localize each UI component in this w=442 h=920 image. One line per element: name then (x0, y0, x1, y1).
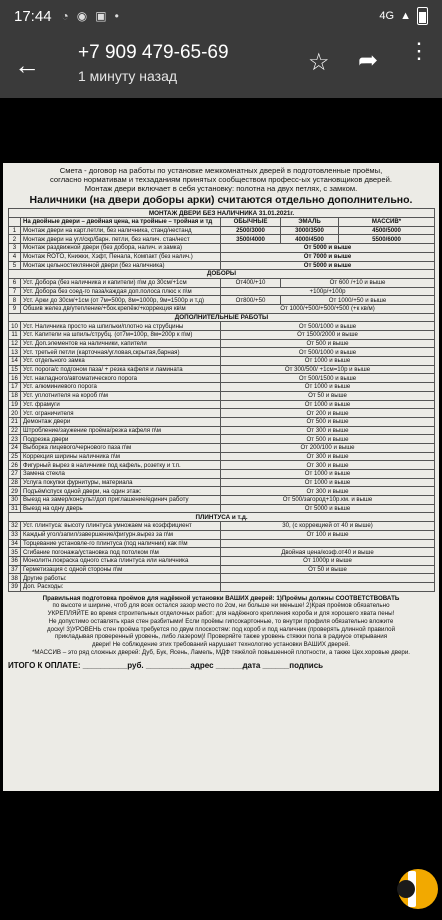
table-cell: 23 (9, 435, 21, 444)
table-cell (221, 582, 435, 591)
table-cell: От 300 и выше (221, 452, 435, 461)
system-icons (379, 7, 428, 25)
table-cell: Уст. третьей петли (карточная/угловая,скрытая,барная) (21, 348, 221, 357)
table-cell: 3500/4000 (221, 235, 281, 244)
note-line: двери! Не соблюдение этих требований нарушает технологию установки ВАШИХ дверей. (91, 641, 351, 649)
table-cell: От800/+50 (221, 296, 281, 305)
table-cell: 22 (9, 426, 21, 435)
table-cell: Уст. Арки до 30см/+1см (от 7м=500р, 8м=1000р, 9м=1500р и т.д) (21, 296, 221, 305)
table-cell: Подъём\спуск одной двери, на один этаж: (21, 487, 221, 496)
table-cell: От 1000 и выше (221, 357, 435, 366)
table-cell: Доп. Расходы: (21, 582, 221, 591)
table-row (9, 261, 435, 270)
table-cell: 33 (9, 530, 21, 539)
table-cell: Торцевание установле-го плинтуса (под наличник) как п\м (21, 539, 221, 548)
table-row (9, 539, 435, 548)
table-row (9, 582, 435, 591)
price-table (8, 208, 435, 591)
table-row (9, 348, 435, 357)
table-row (9, 374, 435, 383)
table-row (9, 487, 435, 496)
table-cell: От 50 и выше (221, 565, 435, 574)
table-cell: 25 (9, 452, 21, 461)
table-cell: Монтаж двери на угл/скр/барн. петли, без налич. стан/нест (21, 235, 221, 244)
table-cell: +100р/+100р (221, 287, 435, 296)
table-cell: 24 (9, 443, 21, 452)
notification-icons (62, 9, 119, 23)
table-cell: 30 (9, 496, 21, 505)
table-cell: Коррекция ширины наличника п\м (21, 452, 221, 461)
table-cell: Уст. Добора (без наличника и капители) п\м до 30см/+1см (21, 278, 221, 287)
table-cell: 18 (9, 391, 21, 400)
table-cell: ПЛИНТУСА и т.д. (9, 513, 435, 522)
document-header (8, 166, 434, 193)
table-cell: 7 (9, 287, 21, 296)
table-cell: 5500/6000 (339, 235, 435, 244)
network-type: 4G (379, 10, 395, 22)
battery-icon (417, 7, 428, 25)
table-row (9, 435, 435, 444)
table-cell: Уст. Капители на шпиль/струбц. (от7м=100р, 8м=200р к п\м) (21, 331, 221, 340)
table-row (9, 417, 435, 426)
table-row (9, 443, 435, 452)
table-cell: 2500/3000 (221, 226, 281, 235)
table-cell: От 300 и выше (221, 487, 435, 496)
table-cell: 15 (9, 365, 21, 374)
table-row (9, 574, 435, 583)
table-cell: Уст. алюминиевого порога (21, 383, 221, 392)
table-cell: 13 (9, 348, 21, 357)
table-cell: Уст. накладного/автоматического порога (21, 374, 221, 383)
whatsapp-icon: ◉ (76, 9, 88, 23)
table-cell: От 600 /+10 и выше (281, 278, 435, 287)
note-line: УКРЕПЛЯЙТЕ во время строительных отделочных работ: для надёжного крепления короба и для хорошего хвата пены! (47, 610, 395, 618)
header-row (9, 218, 435, 227)
table-cell: От 50 и выше (221, 391, 435, 400)
table-cell: ОБЫЧНЫЕ (221, 218, 281, 227)
section-header (9, 270, 435, 279)
table-cell (221, 539, 435, 548)
table-cell: 9 (9, 304, 21, 313)
table-cell: От 500 и выше (221, 417, 435, 426)
table-row (9, 304, 435, 313)
star-icon[interactable]: ☆ (308, 49, 330, 76)
table-cell: От 1500/2000 и выше (221, 331, 435, 340)
table-row (9, 530, 435, 539)
table-cell: Демонтаж двери (21, 417, 221, 426)
table-cell: Уст. плинтуса: высоту плинтуса умножаем на коэффициент (21, 522, 221, 531)
table-cell: Выборка лицевого/чернового паза п\м (21, 443, 221, 452)
table-cell: Обшив желез.дв/утепление/+бок.крепёж/+коррекция кв\м (21, 304, 221, 313)
table-cell: 39 (9, 582, 21, 591)
table-cell: Сгибание погонажа/установка под потолком п\м (21, 548, 221, 557)
message-time: 1 минуту назад (78, 68, 178, 84)
table-row (9, 565, 435, 574)
table-cell: Уст. Наличника просто на шпильки/плотно на струбцины (21, 322, 221, 331)
table-cell: 34 (9, 539, 21, 548)
table-cell: 3 (9, 244, 21, 253)
table-cell: Каждый угол/запил/завершение/фигурн.вырез за п\м (21, 530, 221, 539)
table-row (9, 357, 435, 366)
clock: 17:44 (14, 7, 52, 25)
table-row (9, 409, 435, 418)
table-row (9, 478, 435, 487)
table-cell: Уст. ограничителя (21, 409, 221, 418)
section-header (9, 209, 435, 218)
table-cell: Монтаж раздвижной двери (без добора, налич. и замка) (21, 244, 221, 253)
table-cell (9, 218, 21, 227)
table-cell: 10 (9, 322, 21, 331)
table-cell: 36 (9, 556, 21, 565)
table-cell: Другие работы: (21, 574, 221, 583)
app-bar (0, 32, 442, 98)
table-cell: 3000/3500 (281, 226, 339, 235)
table-cell: Двойная цена/коэф.от40 и выше (221, 548, 435, 557)
table-row (9, 278, 435, 287)
table-cell: 20 (9, 409, 21, 418)
app-logo-icon (390, 863, 438, 915)
note-line: *МАССИВ – это ряд сложных дверей: Дуб, Бук, Ясень, Ламель, МДФ тяжёлой повышенной плотности, а также Цех.хоровые двери. (31, 648, 411, 656)
table-cell: От 5000 и выше (221, 504, 435, 513)
table-cell: Уст. фрамуги (21, 400, 221, 409)
share-icon[interactable]: ➦ (358, 47, 379, 74)
table-cell: Штробление/заужение проёма/резка кафеля п\м (21, 426, 221, 435)
table-cell: Уст. порога/с подгоном паза/ + резка кафеля и ламината (21, 365, 221, 374)
messenger-icon: ◔ (61, 9, 69, 23)
table-cell: От400/+10 (221, 278, 281, 287)
table-row (9, 548, 435, 557)
table-row (9, 426, 435, 435)
header-line: Смета - договор на работы по установке межкомнатных дверей в подготовленные проёмы, (59, 166, 383, 175)
table-row (9, 496, 435, 505)
document-photo[interactable] (3, 163, 439, 791)
table-row (9, 235, 435, 244)
table-row (9, 287, 435, 296)
section-header (9, 313, 435, 322)
table-cell: Монтаж цельностеклянной двери (без наличника) (21, 261, 221, 270)
document-title: Наличники (на двери доборы арки) считаются отдельно дополнительно. (29, 194, 413, 207)
table-cell: Уст. уплотнителя на короб п\м (21, 391, 221, 400)
table-cell: 4 (9, 252, 21, 261)
more-options-icon[interactable]: ⋮ (408, 38, 430, 63)
status-bar (0, 0, 442, 32)
table-cell: От 5000 и выше (221, 244, 435, 253)
table-cell: 28 (9, 478, 21, 487)
table-cell: От 1000/+500/+500/+500 (+к кв/м) (221, 304, 435, 313)
table-cell: 27 (9, 470, 21, 479)
table-cell: От 7000 и выше (221, 252, 435, 261)
table-cell: От 100 и выше (221, 530, 435, 539)
table-cell: От 5000 и выше (221, 261, 435, 270)
table-cell: 2 (9, 235, 21, 244)
note-line: по высоте и ширине, чтоб для всех остался зазор место по 2см, ни больше ни меньше! 2)Края проёмов обязательно (52, 602, 390, 610)
table-cell: Монтаж двери на карт.петли, без наличника, станд/нестанд (21, 226, 221, 235)
table-cell: 21 (9, 417, 21, 426)
table-cell: От 500/1000 и выше (221, 348, 435, 357)
table-cell: От 500/1500 и выше (221, 374, 435, 383)
table-cell: Фигурный вырез в наличнике под кафель, розетку и т.п. (21, 461, 221, 470)
table-row (9, 339, 435, 348)
header-line: Монтаж двери включает в себя установку: полотна на двух петлях, с замком. (84, 184, 358, 194)
table-cell: 5 (9, 261, 21, 270)
table-row (9, 556, 435, 565)
table-cell: 19 (9, 400, 21, 409)
header-line: согласно нормативам и техзаданиям принятых сообществом професс-ых установщиков дверей. (50, 175, 392, 185)
dot-icon: • (114, 9, 119, 23)
note-line: прикладывая проверенный уровень, либо лазером)! Проверяйте также уровень стяжки пола в радиусе открывания (54, 633, 388, 641)
note-line: Не допустимо оставлять края стен разбитыми! Если проёмы гипсокартонные, то внутри профиля обязательно вложите (48, 617, 394, 625)
table-cell: 17 (9, 383, 21, 392)
table-row (9, 322, 435, 331)
table-cell: ЭМАЛЬ (281, 218, 339, 227)
table-cell: От 1000 и выше (221, 400, 435, 409)
table-cell: 31 (9, 504, 21, 513)
table-cell: 14 (9, 357, 21, 366)
table-cell: На двойные двери – двойная цена, на тройные – тройная и тд (21, 218, 221, 227)
table-cell: От 500/1000 и выше (221, 322, 435, 331)
table-row (9, 400, 435, 409)
table-cell: ДОБОРЫ (9, 270, 435, 279)
table-cell: 30, (с коррекцией от 40 и выше) (221, 522, 435, 531)
table-cell: От 200 и выше (221, 409, 435, 418)
table-cell: 29 (9, 487, 21, 496)
table-cell: Услуга покупки фурнитуры, материала (21, 478, 221, 487)
table-cell: Герметизация с одной стороны п\м (21, 565, 221, 574)
table-row (9, 365, 435, 374)
instagram-icon: ▣ (95, 9, 107, 23)
table-cell: От 300 и выше (221, 426, 435, 435)
table-cell: Монтаж ROTO, Книжки, Хэфт, Пенала, Компакт (без налич.) (21, 252, 221, 261)
table-cell: МОНТАЖ ДВЕРИ БЕЗ НАЛИЧНИКА 31.01.2021г. (9, 209, 435, 218)
table-cell: ДОПОЛНИТЕЛЬНЫЕ РАБОТЫ (9, 313, 435, 322)
table-row (9, 504, 435, 513)
viewer-background (0, 791, 442, 920)
table-cell: Выезд на одну дверь (21, 504, 221, 513)
table-cell: 11 (9, 331, 21, 340)
table-row (9, 461, 435, 470)
table-cell: От 1000р и выше (221, 556, 435, 565)
contact-phone: +7 909 479-65-69 (78, 42, 229, 63)
table-cell: 16 (9, 374, 21, 383)
table-row (9, 296, 435, 305)
table-cell: 37 (9, 565, 21, 574)
note-line: Правильная подготовка проёмов для надёжной установки ВАШИХ дверей: 1)Проёмы должны СООТВЕТСТВОВАТЬ (42, 594, 400, 602)
table-cell: Уст. отдельного замка (21, 357, 221, 366)
total-line: ИТОГО К ОПЛАТЕ: __________руб. __________адрес ______дата ______подпись (8, 660, 324, 670)
table-row (9, 244, 435, 253)
table-row (9, 522, 435, 531)
table-cell: От 500 и выше (221, 339, 435, 348)
table-cell: 8 (9, 296, 21, 305)
table-cell: Монолитн.покраска одного стыка плинтуса или наличника (21, 556, 221, 565)
table-cell: 1 (9, 226, 21, 235)
table-row (9, 331, 435, 340)
table-row (9, 252, 435, 261)
table-cell: От 1000/+50 и выше (281, 296, 435, 305)
table-cell: От 500 и выше (221, 435, 435, 444)
table-cell: От 300/500/ +1см=10р и выше (221, 365, 435, 374)
table-cell: 35 (9, 548, 21, 557)
note-line: доску! 3)УРОВЕНЬ стен проёма требуется по двум плоскостям: под короб и под наличник (проверять длинной правилой (46, 625, 396, 633)
installation-notes (8, 595, 434, 657)
table-cell: 26 (9, 461, 21, 470)
table-cell: От 300 и выше (221, 461, 435, 470)
table-cell: От 1000 и выше (221, 478, 435, 487)
table-cell: Подрезка двери (21, 435, 221, 444)
table-cell: 4000/4500 (281, 235, 339, 244)
table-cell: 32 (9, 522, 21, 531)
table-row (9, 470, 435, 479)
table-cell: От 1000 и выше (221, 470, 435, 479)
table-cell: От 500/загород+10р.км. и выше (221, 496, 435, 505)
table-cell: 6 (9, 278, 21, 287)
table-cell: Уст. Доп.элементов на наличники, капители (21, 339, 221, 348)
table-row (9, 226, 435, 235)
table-cell: От 200/100 и выше (221, 443, 435, 452)
table-cell: Уст. Добора без соед-го паза/каждая доп.полоса плюс к п\м (21, 287, 221, 296)
signal-icon: ▲ (400, 10, 411, 22)
table-cell: 38 (9, 574, 21, 583)
table-row (9, 383, 435, 392)
table-row (9, 391, 435, 400)
table-row (9, 452, 435, 461)
back-arrow-icon[interactable]: ← (14, 50, 40, 80)
table-cell: 12 (9, 339, 21, 348)
table-cell: Замена стекла (21, 470, 221, 479)
table-cell (221, 574, 435, 583)
section-header (9, 513, 435, 522)
table-cell: 4500/5000 (339, 226, 435, 235)
table-cell: От 1000 и выше (221, 383, 435, 392)
table-cell: Выезд на замер/консульт/доп приглашение/единич работу (21, 496, 221, 505)
table-cell: МАССИВ* (339, 218, 435, 227)
